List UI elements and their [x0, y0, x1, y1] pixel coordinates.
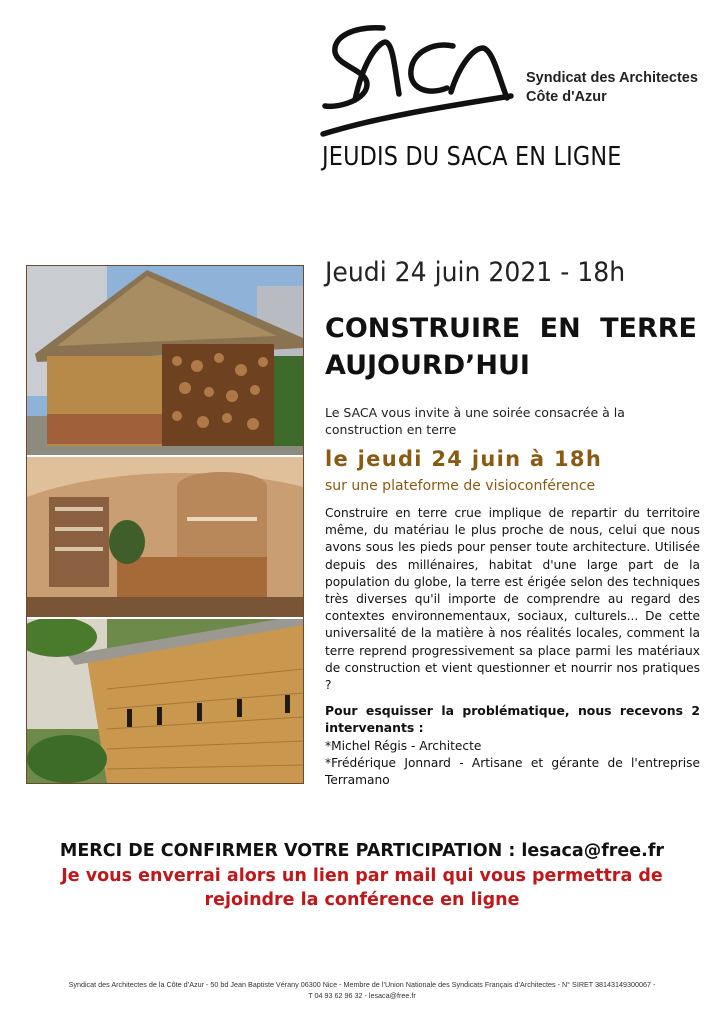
event-title-word-1: CONSTRUIRE — [325, 313, 521, 344]
speaker-item: *Frédérique Jonnard - Artisane et gérante de l'entreprise Terramano — [325, 756, 700, 787]
speakers-intro: Pour esquisser la problématique, nous recevons 2 intervenants : — [325, 703, 700, 735]
event-title — [325, 310, 700, 384]
photo-earth-brick-wall — [27, 619, 303, 783]
saca-logo — [315, 22, 515, 140]
event-intro: Le SACA vous invite à une soirée consacrée à la construction en terre — [325, 405, 625, 437]
footer — [40, 979, 684, 1001]
footer-address: Syndicat des Architectes de la Côte d’Azur - 50 bd Jean Baptiste Vérany 06300 Nice - Membre de l’Union Nationale des Syndicats Français d’Architectes - N° SIRET 38143149300067 - — [68, 980, 656, 989]
event-title-line-1 — [325, 310, 697, 347]
confirm-participation: MERCI DE CONFIRMER VOTRE PARTICIPATION : lesaca@free.fr — [59, 841, 665, 861]
org-line-1: Syndicat des Architectes — [526, 70, 698, 86]
photo-earth-interior — [27, 457, 303, 617]
photo-column — [26, 265, 304, 784]
link-notice: Je vous enverrai alors un lien par mail qui vous permettra de rejoindre la conférence en ligne — [61, 866, 663, 910]
speaker-item: *Michel Régis - Architecte — [325, 739, 482, 753]
footer-contact: T 04 93 62 96 32 - lesaca@free.fr — [308, 991, 416, 1000]
event-title-word-3: TERRE — [600, 313, 697, 344]
event-description: Construire en terre crue implique de repartir du territoire même, du matériau le plus proche de nous, celui que nous avons sous les pieds pour penser toute architecture. Utilisée depuis des millénaires, habitat d'une large part de la population du globe, la terre est érigée selon des techniques très diverses qu'il importe de comprendre au regard des contextes environnementaux, sociaux, culturels... De cette universalité de la matière à nos réalités locales, comment la terre reprend progressivement sa place parmi les matériaux de construction et vient questionner et nourrir nos pratiques ? — [325, 506, 700, 693]
event-highlight-date: le jeudi 24 juin à 18h — [325, 447, 603, 471]
event-title-word-2: EN — [539, 313, 581, 344]
event-title-line-2: AUJOURD’HUI — [325, 350, 530, 381]
event-date-time: Jeudi 24 juin 2021 - 18h — [325, 257, 626, 288]
organization-name — [526, 69, 698, 107]
event-highlight-location: sur une plateforme de visioconférence — [325, 478, 596, 494]
series-title: JEUDIS DU SACA EN LIGNE — [322, 142, 622, 172]
photo-earth-hut — [27, 266, 303, 455]
org-line-2: Côte d'Azur — [526, 89, 607, 105]
